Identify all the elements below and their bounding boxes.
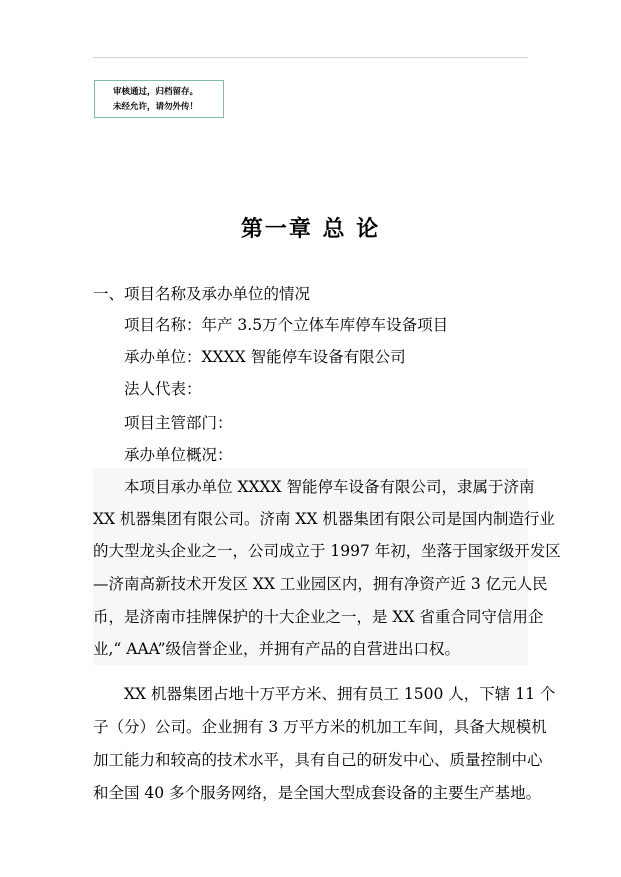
shaded-paragraph-bg bbox=[93, 468, 561, 665]
paragraph-line: XX 机器集团有限公司。济南 XX 机器集团有限公司是国内制造行业 bbox=[93, 510, 555, 528]
paragraph-line: 的大型龙头企业之一，公司成立于 1997 年初，坐落于国家级开发区 bbox=[93, 542, 561, 560]
item-undertaker: 承办单位：XXXX 智能停车设备有限公司 bbox=[124, 348, 406, 366]
item-legal-rep: 法人代表： bbox=[124, 380, 202, 398]
stamp-line: 未经允许，请勿外传！ bbox=[113, 102, 199, 112]
item-project-name: 项目名称：年产 3.5万个立体车库停车设备项目 bbox=[124, 316, 449, 334]
paragraph-line: 加工能力和较高的技术水平，具有自己的研发中心、质量控制中心 bbox=[93, 751, 543, 769]
paragraph-line: 业,“ AAA”级信誉企业，并拥有产品的自营进出口权。 bbox=[93, 640, 461, 658]
paragraph-line: 本项目承办单位 XXXX 智能停车设备有限公司，隶属于济南 bbox=[124, 478, 535, 496]
item-department: 项目主管部门： bbox=[124, 414, 233, 432]
paragraph-line: 币，是济南市挂牌保护的十大企业之一，是 XX 省重合同守信用企 bbox=[93, 608, 544, 626]
stamp-line: 审核通过，归档留存。 bbox=[113, 87, 199, 97]
header-rule bbox=[93, 57, 528, 58]
item-overview: 承办单位概况： bbox=[124, 446, 233, 464]
paragraph-line: XX 机器集团占地十万平方米、拥有员工 1500 人，下辖 11 个 bbox=[124, 685, 556, 703]
paragraph-line: 子（分）公司。企业拥有 3 万平方米的机加工车间，具备大规模机 bbox=[93, 718, 547, 736]
section-heading: 一、项目名称及承办单位的情况 bbox=[93, 285, 311, 303]
notice-stamp bbox=[94, 80, 224, 118]
chapter-title: 第一章 总 论 bbox=[240, 216, 381, 242]
paragraph-line: —济南高新技术开发区 XX 工业园区内，拥有净资产近 3 亿元人民 bbox=[93, 575, 548, 593]
paragraph-line: 和全国 40 多个服务网络，是全国大型成套设备的主要生产基地。 bbox=[93, 784, 542, 802]
